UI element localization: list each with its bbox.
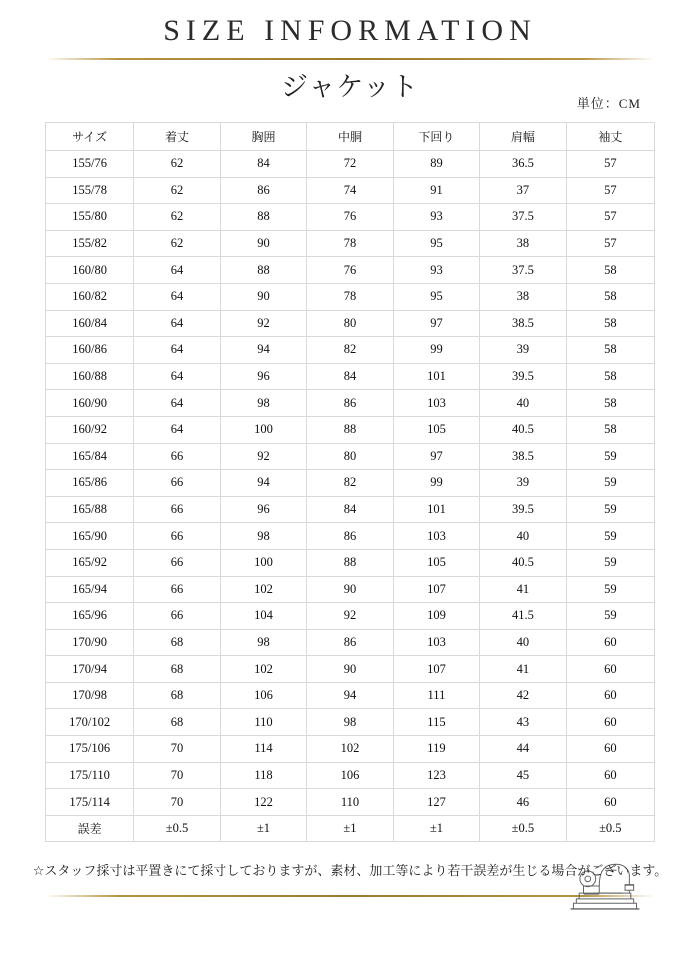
measurement-cell: 58 <box>566 310 654 337</box>
table-row <box>46 709 655 736</box>
subtitle-row <box>45 60 655 116</box>
measurement-cell: 89 <box>393 151 479 178</box>
measurement-cell: 74 <box>307 177 393 204</box>
measurement-cell: 100 <box>220 416 306 443</box>
measurement-cell: 58 <box>566 390 654 417</box>
table-row <box>46 656 655 683</box>
table-row <box>46 257 655 284</box>
measurement-cell: 84 <box>307 363 393 390</box>
measurement-cell: 88 <box>307 549 393 576</box>
measurement-cell: 91 <box>393 177 479 204</box>
table-row <box>46 762 655 789</box>
measurement-cell: 64 <box>134 257 220 284</box>
measurement-cell: 101 <box>393 496 479 523</box>
measurement-cell: 66 <box>134 576 220 603</box>
tolerance-row <box>46 815 655 842</box>
measurement-cell: 100 <box>220 549 306 576</box>
table-row <box>46 603 655 630</box>
column-header: 袖丈 <box>566 123 654 151</box>
measurement-cell: 92 <box>307 603 393 630</box>
measurement-cell: 59 <box>566 496 654 523</box>
measurement-cell: 37.5 <box>480 204 566 231</box>
tolerance-value: ±1 <box>220 815 306 842</box>
measurement-cell: 58 <box>566 337 654 364</box>
measurement-cell: 41 <box>480 576 566 603</box>
table-row <box>46 390 655 417</box>
measurement-cell: 59 <box>566 470 654 497</box>
measurement-cell: 114 <box>220 736 306 763</box>
table-row <box>46 629 655 656</box>
tolerance-value: ±1 <box>393 815 479 842</box>
measurement-cell: 86 <box>307 523 393 550</box>
measurement-cell: 68 <box>134 682 220 709</box>
size-cell: 165/96 <box>46 603 134 630</box>
measurement-cell: 103 <box>393 390 479 417</box>
measurement-cell: 118 <box>220 762 306 789</box>
measurement-cell: 90 <box>220 283 306 310</box>
measurement-cell: 98 <box>220 523 306 550</box>
size-cell: 155/82 <box>46 230 134 257</box>
measurement-cell: 66 <box>134 603 220 630</box>
measurement-cell: 36.5 <box>480 151 566 178</box>
measurement-cell: 86 <box>220 177 306 204</box>
measurement-cell: 93 <box>393 204 479 231</box>
measurement-cell: 104 <box>220 603 306 630</box>
size-cell: 175/114 <box>46 789 134 816</box>
measurement-cell: 37.5 <box>480 257 566 284</box>
size-cell: 170/90 <box>46 629 134 656</box>
size-cell: 155/76 <box>46 151 134 178</box>
size-cell: 165/88 <box>46 496 134 523</box>
measurement-cell: 57 <box>566 151 654 178</box>
measurement-cell: 97 <box>393 310 479 337</box>
measurement-cell: 62 <box>134 230 220 257</box>
measurement-cell: 39 <box>480 470 566 497</box>
table-row <box>46 416 655 443</box>
measurement-cell: 95 <box>393 283 479 310</box>
table-row <box>46 363 655 390</box>
measurement-cell: 98 <box>307 709 393 736</box>
measurement-cell: 119 <box>393 736 479 763</box>
size-table-container <box>45 122 655 842</box>
column-header: 着丈 <box>134 123 220 151</box>
measurement-cell: 40 <box>480 523 566 550</box>
table-row <box>46 310 655 337</box>
measurement-cell: 64 <box>134 416 220 443</box>
measurement-cell: 58 <box>566 283 654 310</box>
measurement-cell: 97 <box>393 443 479 470</box>
measurement-cell: 110 <box>307 789 393 816</box>
measurement-cell: 40.5 <box>480 416 566 443</box>
table-row <box>46 283 655 310</box>
measurement-cell: 38.5 <box>480 443 566 470</box>
table-header <box>46 123 655 151</box>
measurement-cell: 66 <box>134 470 220 497</box>
table-row <box>46 549 655 576</box>
size-cell: 160/82 <box>46 283 134 310</box>
measurement-cell: 95 <box>393 230 479 257</box>
measurement-cell: 40 <box>480 629 566 656</box>
column-header: 下回り <box>393 123 479 151</box>
measurement-cell: 88 <box>220 204 306 231</box>
measurement-cell: 45 <box>480 762 566 789</box>
measurement-cell: 82 <box>307 337 393 364</box>
unit-label: 単位：CM <box>576 96 641 111</box>
measurement-cell: 57 <box>566 177 654 204</box>
table-row <box>46 470 655 497</box>
measurement-cell: 44 <box>480 736 566 763</box>
measurement-cell: 68 <box>134 709 220 736</box>
size-cell: 170/98 <box>46 682 134 709</box>
measurement-cell: 82 <box>307 470 393 497</box>
measurement-cell: 60 <box>566 762 654 789</box>
measurement-cell: 68 <box>134 656 220 683</box>
measurement-cell: 90 <box>220 230 306 257</box>
table-row <box>46 230 655 257</box>
measurement-cell: 60 <box>566 656 654 683</box>
measurement-cell: 64 <box>134 337 220 364</box>
measurement-cell: 59 <box>566 603 654 630</box>
measurement-cell: 70 <box>134 762 220 789</box>
measurement-cell: 76 <box>307 257 393 284</box>
measurement-cell: 57 <box>566 204 654 231</box>
header-block <box>0 0 700 116</box>
size-cell: 175/106 <box>46 736 134 763</box>
measurement-cell: 109 <box>393 603 479 630</box>
measurement-cell: 58 <box>566 257 654 284</box>
measurement-cell: 60 <box>566 736 654 763</box>
size-cell: 155/80 <box>46 204 134 231</box>
measurement-cell: 96 <box>220 496 306 523</box>
measurement-cell: 66 <box>134 443 220 470</box>
measurement-cell: 92 <box>220 310 306 337</box>
measurement-cell: 59 <box>566 576 654 603</box>
table-row <box>46 177 655 204</box>
measurement-note: ☆スタッフ採寸は平置きにて採寸しておりますが、素材、加工等により若干誤差が生じる場合がございます。 <box>32 864 668 880</box>
measurement-cell: 72 <box>307 151 393 178</box>
measurement-cell: 90 <box>307 656 393 683</box>
measurement-cell: 88 <box>307 416 393 443</box>
measurement-cell: 93 <box>393 257 479 284</box>
measurement-cell: 58 <box>566 416 654 443</box>
size-cell: 160/92 <box>46 416 134 443</box>
tolerance-value: ±0.5 <box>480 815 566 842</box>
measurement-cell: 127 <box>393 789 479 816</box>
measurement-cell: 60 <box>566 789 654 816</box>
measurement-cell: 101 <box>393 363 479 390</box>
measurement-cell: 40.5 <box>480 549 566 576</box>
table-row <box>46 337 655 364</box>
size-cell: 165/84 <box>46 443 134 470</box>
size-cell: 160/84 <box>46 310 134 337</box>
measurement-cell: 41.5 <box>480 603 566 630</box>
measurement-cell: 90 <box>307 576 393 603</box>
measurement-cell: 38 <box>480 230 566 257</box>
column-header: サイズ <box>46 123 134 151</box>
measurement-cell: 46 <box>480 789 566 816</box>
table-row <box>46 204 655 231</box>
size-cell: 160/86 <box>46 337 134 364</box>
measurement-cell: 92 <box>220 443 306 470</box>
table-header-row <box>46 123 655 151</box>
measurement-cell: 60 <box>566 709 654 736</box>
measurement-cell: 102 <box>220 576 306 603</box>
measurement-cell: 94 <box>220 470 306 497</box>
measurement-cell: 62 <box>134 177 220 204</box>
measurement-cell: 103 <box>393 523 479 550</box>
size-table <box>45 122 655 842</box>
measurement-cell: 70 <box>134 736 220 763</box>
table-row <box>46 682 655 709</box>
measurement-cell: 78 <box>307 230 393 257</box>
measurement-cell: 59 <box>566 523 654 550</box>
measurement-cell: 38.5 <box>480 310 566 337</box>
measurement-cell: 43 <box>480 709 566 736</box>
size-cell: 165/92 <box>46 549 134 576</box>
size-cell: 160/90 <box>46 390 134 417</box>
tolerance-value: ±0.5 <box>134 815 220 842</box>
size-cell: 155/78 <box>46 177 134 204</box>
measurement-cell: 103 <box>393 629 479 656</box>
measurement-cell: 107 <box>393 656 479 683</box>
measurement-cell: 99 <box>393 470 479 497</box>
measurement-cell: 59 <box>566 443 654 470</box>
size-cell: 160/88 <box>46 363 134 390</box>
measurement-cell: 94 <box>220 337 306 364</box>
measurement-cell: 68 <box>134 629 220 656</box>
size-cell: 175/110 <box>46 762 134 789</box>
measurement-cell: 80 <box>307 310 393 337</box>
measurement-cell: 98 <box>220 629 306 656</box>
size-cell: 170/102 <box>46 709 134 736</box>
measurement-cell: 62 <box>134 204 220 231</box>
measurement-cell: 86 <box>307 390 393 417</box>
tolerance-value: ±0.5 <box>566 815 654 842</box>
measurement-cell: 58 <box>566 363 654 390</box>
table-row <box>46 443 655 470</box>
measurement-cell: 60 <box>566 682 654 709</box>
measurement-cell: 110 <box>220 709 306 736</box>
measurement-cell: 99 <box>393 337 479 364</box>
measurement-cell: 41 <box>480 656 566 683</box>
column-header: 胸囲 <box>220 123 306 151</box>
measurement-cell: 64 <box>134 283 220 310</box>
measurement-cell: 98 <box>220 390 306 417</box>
measurement-cell: 64 <box>134 310 220 337</box>
size-cell: 165/86 <box>46 470 134 497</box>
column-header: 中胴 <box>307 123 393 151</box>
measurement-cell: 38 <box>480 283 566 310</box>
measurement-cell: 64 <box>134 390 220 417</box>
measurement-cell: 102 <box>307 736 393 763</box>
measurement-cell: 84 <box>220 151 306 178</box>
page-title: SIZE INFORMATION <box>163 14 537 47</box>
measurement-cell: 88 <box>220 257 306 284</box>
table-row <box>46 523 655 550</box>
measurement-cell: 60 <box>566 629 654 656</box>
measurement-cell: 39.5 <box>480 496 566 523</box>
measurement-cell: 106 <box>220 682 306 709</box>
measurement-cell: 59 <box>566 549 654 576</box>
measurement-cell: 123 <box>393 762 479 789</box>
table-row <box>46 496 655 523</box>
measurement-cell: 102 <box>220 656 306 683</box>
table-row <box>46 151 655 178</box>
measurement-cell: 39.5 <box>480 363 566 390</box>
size-cell: 170/94 <box>46 656 134 683</box>
measurement-cell: 107 <box>393 576 479 603</box>
measurement-cell: 40 <box>480 390 566 417</box>
measurement-cell: 78 <box>307 283 393 310</box>
measurement-cell: 84 <box>307 496 393 523</box>
measurement-cell: 111 <box>393 682 479 709</box>
measurement-cell: 105 <box>393 416 479 443</box>
measurement-cell: 66 <box>134 549 220 576</box>
measurement-cell: 64 <box>134 363 220 390</box>
measurement-cell: 66 <box>134 496 220 523</box>
measurement-cell: 39 <box>480 337 566 364</box>
measurement-cell: 42 <box>480 682 566 709</box>
measurement-cell: 57 <box>566 230 654 257</box>
measurement-cell: 66 <box>134 523 220 550</box>
measurement-cell: 76 <box>307 204 393 231</box>
size-cell: 165/90 <box>46 523 134 550</box>
measurement-cell: 96 <box>220 363 306 390</box>
table-row <box>46 576 655 603</box>
measurement-cell: 105 <box>393 549 479 576</box>
size-cell: 165/94 <box>46 576 134 603</box>
tolerance-value: ±1 <box>307 815 393 842</box>
measurement-cell: 122 <box>220 789 306 816</box>
measurement-cell: 37 <box>480 177 566 204</box>
garment-type-title: ジャケット <box>280 72 420 103</box>
measurement-cell: 70 <box>134 789 220 816</box>
table-row <box>46 736 655 763</box>
measurement-cell: 94 <box>307 682 393 709</box>
measurement-cell: 86 <box>307 629 393 656</box>
column-header: 肩幅 <box>480 123 566 151</box>
measurement-cell: 80 <box>307 443 393 470</box>
sewing-machine-icon <box>562 853 648 919</box>
tolerance-label: 誤差 <box>46 815 134 842</box>
measurement-cell: 62 <box>134 151 220 178</box>
table-body <box>46 151 655 842</box>
measurement-cell: 106 <box>307 762 393 789</box>
measurement-cell: 115 <box>393 709 479 736</box>
table-row <box>46 789 655 816</box>
size-cell: 160/80 <box>46 257 134 284</box>
